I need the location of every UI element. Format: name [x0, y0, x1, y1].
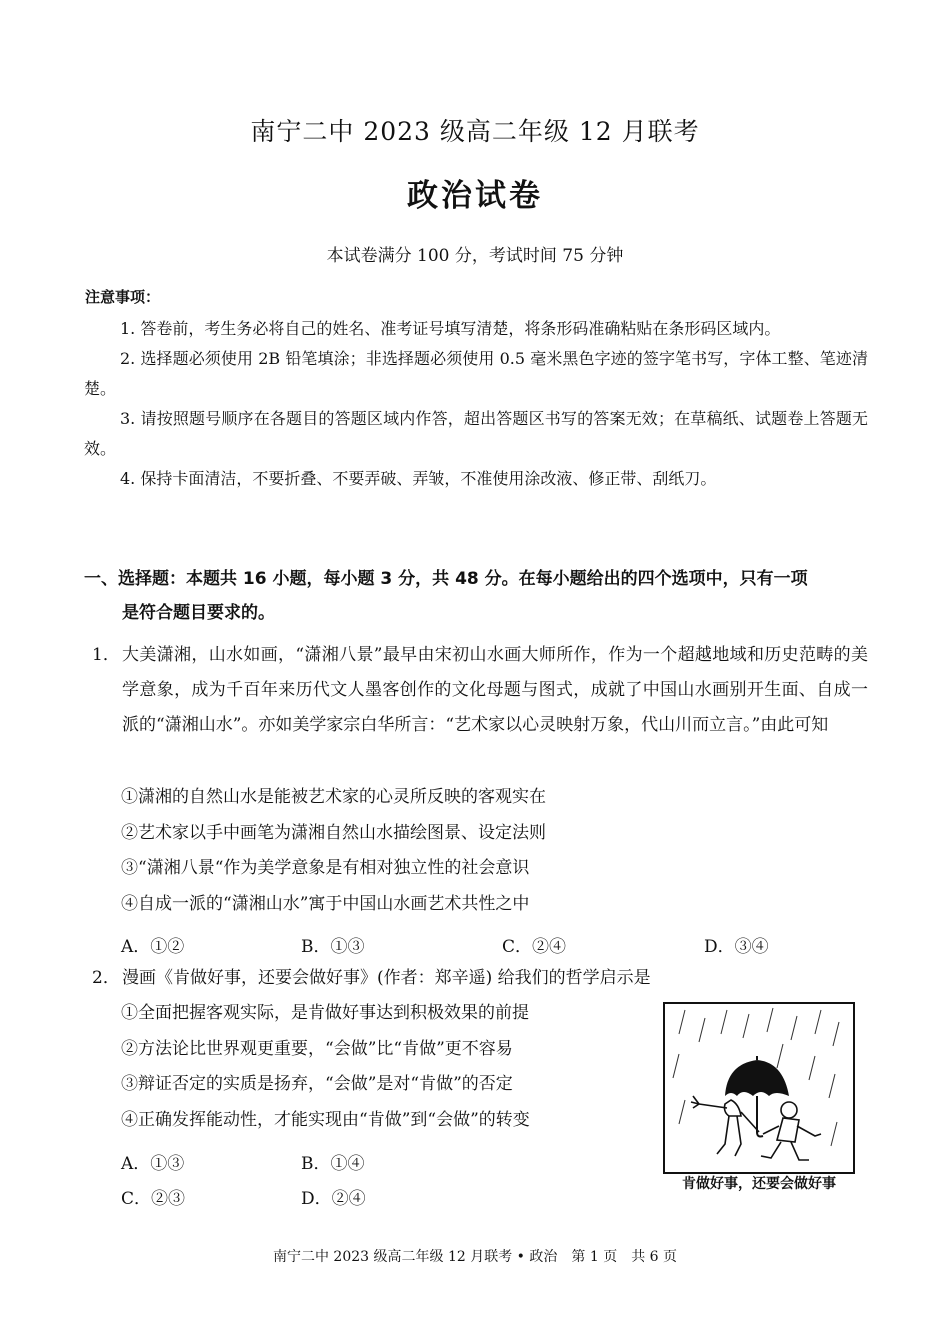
choice-d: D．②④ [301, 1189, 366, 1209]
choice-a: A．①② [121, 937, 185, 957]
section-heading-line1: 一、选择题：本题共 16 小题，每小题 3 分，共 48 分。在每小题给出的四个选项中，只有一项 [84, 569, 808, 589]
section-heading [84, 562, 874, 630]
choice-c: C．②④ [502, 937, 567, 957]
question-stem: 漫画《肯做好事，还要会做好事》(作者：郑辛遥) 给我们的哲学启示是 [122, 968, 651, 988]
cartoon-drawing [665, 1004, 853, 1172]
umbrella-canopy [725, 1060, 789, 1096]
question-stem: 大美潇湘，山水如画，“潇湘八景”最早由宋初山水画大师所作，作为一个超越地域和历史范畴的美学意象，成为千百年来历代文人墨客创作的文化母题与图式，成就了中国山水画别开生面、自成一派的“潇湘山水”。亦如美学家宗白华所言：“艺术家以心灵映射万象，代山川而立言。”由此可知 [122, 645, 868, 735]
choice-d: D．③④ [704, 937, 769, 957]
statement: ④自成一派的“潇湘山水”寓于中国山水画艺术共性之中 [121, 893, 530, 914]
notice-item: 2. 选择题必须使用 2B 铅笔填涂；非选择题必须使用 0.5 毫米黑色字迹的签字笔书写，字体工整、笔迹清楚。 [84, 349, 868, 398]
choice-b: B．①③ [301, 937, 365, 957]
figure-right [761, 1102, 821, 1160]
exam-info: 本试卷满分 100 分，考试时间 75 分钟 [326, 246, 624, 266]
statement: ③辩证否定的实质是扬弃，“会做”是对“肯做”的否定 [121, 1074, 513, 1094]
statement: ②艺术家以手中画笔为潇湘自然山水描绘图景、设定法则 [121, 822, 546, 843]
figure-left [691, 1096, 759, 1156]
exam-title: 南宁二中 2023 级高二年级 12 月联考 [250, 117, 700, 146]
exam-subject: 政治试卷 [407, 178, 543, 214]
question-number: 1． [92, 645, 120, 665]
cartoon-illustration [663, 1002, 855, 1174]
statement: ②方法论比世界观更重要，“会做”比“肯做”更不容易 [121, 1038, 513, 1059]
statement: ①全面把握客观实际，是肯做好事达到积极效果的前提 [121, 1003, 529, 1023]
question-number: 2． [92, 968, 120, 988]
notice-heading: 注意事项： [85, 288, 161, 306]
notice-list [84, 314, 868, 494]
question-2 [92, 961, 868, 996]
statement: ④正确发挥能动性，才能实现由“肯做”到“会做”的转变 [121, 1109, 530, 1130]
question-1-statements [121, 780, 546, 922]
question-2-statements [121, 996, 530, 1138]
choice-a: A．①③ [121, 1154, 185, 1174]
choice-c: C．②③ [121, 1189, 186, 1209]
statement: ③“潇湘八景“作为美学意象是有相对独立性的社会意识 [121, 858, 530, 878]
section-heading-line2: 是符合题目要求的。 [122, 603, 275, 623]
question-1 [92, 638, 868, 743]
notice-item: 3. 请按照题号顺序在各题目的答题区域内作答，超出答题区书写的答案无效；在草稿纸、试题卷上答题无效。 [84, 409, 868, 458]
choice-b: B．①④ [301, 1154, 365, 1174]
notice-item: 1. 答卷前，考生务必将自己的姓名、准考证号填写清楚，将条形码准确粘贴在条形码区域内。 [120, 319, 781, 338]
page-footer: 南宁二中 2023 级高二年级 12 月联考 • 政治 第 1 页 共 6 页 [272, 1249, 678, 1265]
notice-item: 4. 保持卡面清洁，不要折叠、不要弄破、弄皱，不准使用涂改液、修正带、刮纸刀。 [120, 469, 717, 488]
statement: ①潇湘的自然山水是能被艺术家的心灵所反映的客观实在 [121, 787, 546, 807]
cartoon-caption: 肯做好事，还要会做好事 [682, 1176, 836, 1192]
